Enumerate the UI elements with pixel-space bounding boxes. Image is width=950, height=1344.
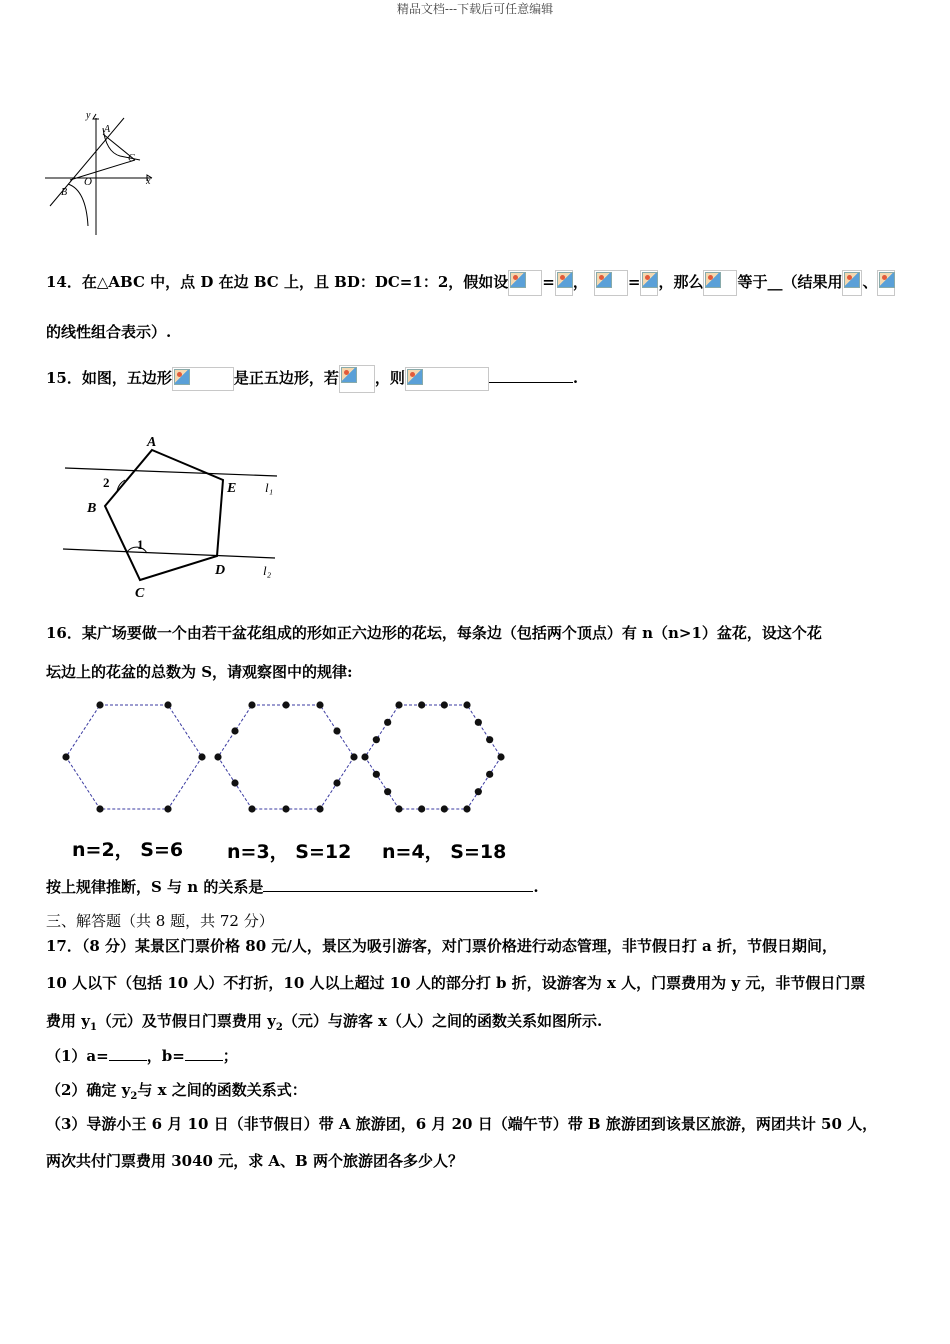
flower-pot-dot	[96, 805, 103, 812]
flower-pot-dot	[373, 771, 380, 778]
pentagon-name-image	[172, 367, 234, 391]
q14-eq1: =	[542, 273, 555, 291]
hyperbola-branch-left	[68, 184, 88, 226]
flower-pot-dot	[475, 788, 482, 795]
flower-pot-dot	[418, 805, 425, 812]
section-3-title: 三、解答题（共 8 题，共 72 分）	[46, 912, 274, 930]
q17-sub1-c: ；	[222, 1047, 238, 1065]
label-e: E	[227, 481, 237, 496]
q17-sub-1: 1	[89, 1022, 97, 1033]
flower-pot-dot	[333, 779, 340, 786]
q16-line3-text: 按上规律推断，S 与 n 的关系是	[46, 878, 264, 896]
flower-pot-dot	[282, 805, 289, 812]
q17-sub1-a: （1）a=	[46, 1047, 109, 1065]
q17-sub1	[46, 1046, 238, 1066]
flower-pot-dot	[248, 701, 255, 708]
q16-line1: 16．某广场要做一个由若干盆花组成的形如正六边形的花坛，每条边（包括两个顶点）有 n（n>1）盆花，设这个花	[46, 624, 822, 642]
q15-text-part2: 是正五边形，若	[233, 369, 339, 387]
q15-end: .	[572, 369, 579, 387]
angle-expression-image	[405, 367, 489, 391]
label-y: y	[86, 110, 91, 121]
flower-pot-dot	[441, 805, 448, 812]
q16-line3-end: .	[533, 878, 539, 896]
q17-sub3-line1: （3）导游小王 6 月 10 日（非节假日）带 A 旅游团，6 月 20 日（端午节）带 B 旅游团到该景区旅游，两团共计 50 人，	[46, 1115, 878, 1133]
vector-ad-image	[703, 270, 737, 296]
label-d: D	[215, 563, 226, 578]
label-angle-2: 2	[103, 475, 110, 490]
vector-a-image	[508, 270, 542, 296]
q16-answer-blank	[263, 891, 533, 892]
vector-b-ref-image	[877, 270, 895, 296]
q17-sub2-subscript: 2	[130, 1091, 138, 1102]
q15-text-part1: 15．如图，五边形	[46, 369, 172, 387]
flower-pot-dot	[333, 727, 340, 734]
q14-comma: ，	[572, 273, 588, 291]
label-a: A	[104, 124, 111, 135]
q14-eq2: =	[627, 273, 641, 291]
flower-pot-dot	[486, 771, 493, 778]
q14-line1	[46, 270, 895, 296]
q15-line	[46, 365, 578, 393]
q17-sub2-b: 与 x 之间的函数关系式：	[137, 1081, 307, 1099]
q16-line2: 坛边上的花盆的总数为 S，请观察图中的规律:	[46, 663, 353, 681]
label-angle-1: 1	[137, 537, 144, 552]
hexagon-outline	[66, 705, 202, 809]
hex-label-n3: n=3， S=12	[227, 841, 352, 863]
label-b: B	[87, 501, 97, 516]
hexagon-outline	[218, 705, 354, 809]
flower-pot-dot	[418, 701, 425, 708]
q17-line3	[46, 1011, 602, 1038]
q17-sub1-b: ，b=	[146, 1047, 185, 1065]
vector-b-image	[594, 270, 628, 296]
flower-pot-dot	[164, 805, 171, 812]
pentagon-figure	[55, 430, 290, 600]
flower-pot-dot	[350, 753, 357, 760]
flower-pot-dot	[463, 701, 470, 708]
label-l2: l₂	[263, 563, 272, 578]
label-l1: l₁	[265, 480, 274, 495]
label-x: x	[146, 176, 151, 187]
q17-line3-a: 费用 y	[46, 1012, 90, 1030]
q17-sub-2: 2	[275, 1022, 283, 1033]
pentagon-abcde	[105, 450, 226, 580]
vector-ab-image	[555, 270, 573, 296]
flower-pot-dot	[164, 701, 171, 708]
flower-pot-dot	[214, 753, 221, 760]
flower-pot-dot	[248, 805, 255, 812]
flower-pot-dot	[373, 736, 380, 743]
label-a: A	[147, 435, 157, 450]
q17-sub2	[46, 1080, 307, 1107]
hex-label-n4: n=4， S=18	[382, 841, 507, 863]
q17-line2: 10 人以下（包括 10 人）不打折，10 人以上超过 10 人的部分打 b 折，设游客为 x 人，门票费用为 y 元，非节假日门票	[46, 974, 866, 992]
q17-line3-c: （元）与游客 x（人）之间的函数关系如图所示.	[282, 1012, 603, 1030]
q14-sep: 、	[862, 273, 878, 291]
hex-label-n2: n=2， S=6	[72, 839, 184, 861]
q17-sub2-a: （2）确定 y	[46, 1081, 131, 1099]
flower-pot-dot	[475, 719, 482, 726]
label-b: B	[61, 187, 68, 198]
vector-a-ref-image	[842, 270, 862, 296]
flower-pot-dot	[497, 753, 504, 760]
flower-pot-dot	[282, 701, 289, 708]
q14-line2: 的线性组合表示）.	[46, 323, 172, 341]
flower-pot-dot	[441, 701, 448, 708]
q17-line3-b: （元）及节假日门票费用 y	[96, 1012, 276, 1030]
vector-ac-image	[640, 270, 658, 296]
q14-text-part3: 等于__（结果用	[737, 273, 843, 291]
coordinate-graph	[40, 108, 160, 238]
q15-text-part3: ，则	[374, 369, 405, 387]
q14-text-part2: ，那么	[658, 273, 704, 291]
q17-sub3-line2: 两次共付门票费用 3040 元，求 A、B 两个旅游团各多少人？	[46, 1152, 463, 1170]
flower-pot-dot	[463, 805, 470, 812]
flower-pot-dot	[62, 753, 69, 760]
q14-text-part1: 14．在△ABC 中，点 D 在边 BC 上，且 BD：DC=1：2，假如设	[46, 273, 509, 291]
q17-a-blank	[109, 1060, 147, 1061]
page-header-watermark: 精品文档---下载后可任意编辑	[396, 2, 554, 16]
flower-pot-dot	[198, 753, 205, 760]
flower-pot-dot	[384, 788, 391, 795]
label-c: C	[128, 153, 135, 164]
flower-pot-dot	[231, 727, 238, 734]
label-o: O	[84, 176, 92, 188]
q17-line1: 17．（8 分）某景区门票价格 80 元/人，景区为吸引游客，对门票价格进行动态管理，非节假日打 a 折，节假日期间，	[46, 937, 837, 955]
flower-pot-dot	[316, 701, 323, 708]
flower-pot-dot	[231, 779, 238, 786]
q15-answer-blank	[489, 382, 573, 383]
line-l1	[65, 468, 277, 476]
flower-pot-dot	[486, 736, 493, 743]
hexagon-pattern-figure	[55, 700, 515, 825]
q16-line3	[46, 877, 539, 897]
flower-pot-dot	[96, 701, 103, 708]
flower-pot-dot	[316, 805, 323, 812]
flower-pot-dot	[384, 719, 391, 726]
condition-image	[339, 365, 375, 393]
line-l2	[63, 549, 275, 558]
flower-pot-dot	[395, 805, 402, 812]
flower-pot-dot	[361, 753, 368, 760]
label-c: C	[135, 586, 145, 600]
flower-pot-dot	[395, 701, 402, 708]
q17-b-blank	[185, 1060, 223, 1061]
